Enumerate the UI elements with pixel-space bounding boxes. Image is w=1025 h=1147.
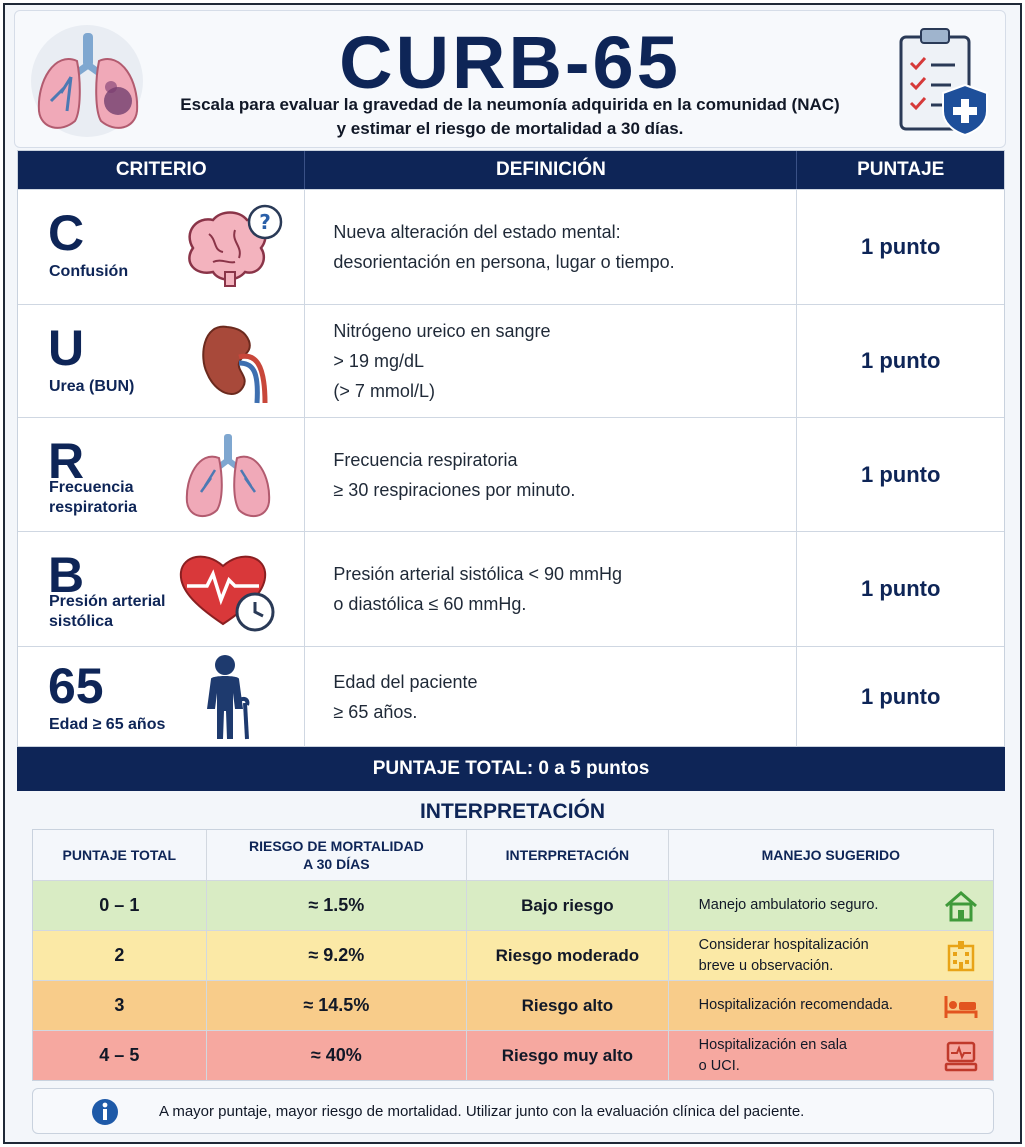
subtitle-line-2: y estimar el riesgo de mortalidad a 30 días.	[336, 119, 684, 138]
criteria-name: Edad ≥ 65 años	[49, 716, 166, 733]
criteria-row-65	[18, 646, 1004, 747]
criteria-definition	[333, 418, 575, 531]
risk-label: Bajo riesgo	[521, 895, 614, 915]
criteria-definition	[333, 532, 622, 646]
page-subtitle	[155, 93, 865, 141]
header-manejo-sugerido: MANEJO SUGERIDO	[761, 847, 901, 863]
criteria-definition	[333, 647, 477, 747]
management-text: Hospitalización recomendada.	[698, 997, 893, 1013]
criteria-name: Urea (BUN)	[49, 378, 135, 395]
kidney-icon	[173, 317, 283, 407]
interpretation-row-very-high	[33, 1030, 993, 1080]
criteria-letter: C	[48, 205, 85, 261]
interpretation-title: INTERPRETACIÓN	[419, 800, 606, 823]
brain-question-icon	[173, 202, 283, 292]
criteria-table	[17, 150, 1005, 747]
definition-line: Frecuencia respiratoria	[333, 449, 518, 470]
score-range: 3	[114, 995, 125, 1015]
mortality-risk: ≈ 9.2%	[308, 945, 365, 965]
criteria-row-c	[18, 189, 1004, 304]
criteria-score: 1 punto	[860, 684, 941, 709]
header-puntaje: PUNTAJE	[796, 151, 1004, 189]
info-icon	[91, 1098, 119, 1126]
elderly-person-icon	[173, 653, 283, 743]
definition-line: Edad del paciente	[333, 672, 478, 692]
score-range: 0 – 1	[99, 895, 140, 915]
management-text: Hospitalización en sala o UCI.	[698, 1036, 847, 1074]
criteria-definition	[333, 305, 550, 417]
hospital-building-icon	[943, 940, 979, 972]
monitor-icon	[943, 1040, 979, 1072]
criteria-table-header	[18, 151, 1004, 189]
criteria-letter: U	[48, 320, 85, 376]
definition-line: ≥ 30 respiraciones por minuto.	[333, 479, 576, 500]
criteria-score: 1 punto	[860, 461, 941, 487]
heart-clock-icon	[173, 544, 283, 634]
definition-line: Presión arterial sistólica < 90 mmHg	[333, 564, 623, 584]
lungs-icon	[173, 430, 283, 520]
definition-line: Nitrógeno ureico en sangre	[333, 321, 551, 341]
management-text: Manejo ambulatorio seguro.	[698, 897, 879, 913]
interpretation-row-high	[33, 980, 993, 1030]
definition-line: ≥ 65 años.	[333, 702, 418, 722]
criteria-letter: R	[48, 433, 85, 489]
management-text: Considerar hospitalización breve u observación.	[698, 936, 869, 974]
criteria-name: Confusión	[49, 263, 129, 280]
score-range: 4 – 5	[99, 1045, 140, 1065]
definition-line: Nueva alteración del estado mental:	[333, 222, 621, 242]
score-range: 2	[114, 945, 125, 965]
clipboard-checklist-shield-icon	[891, 23, 1001, 141]
interpretation-row-low	[33, 880, 993, 930]
total-score-bar: PUNTAJE TOTAL: 0 a 5 puntos	[17, 747, 1005, 791]
mortality-risk: ≈ 1.5%	[308, 895, 365, 915]
definition-line: > 19 mg/dL	[333, 351, 424, 371]
definition-line: desorientación en persona, lugar o tiempo.	[333, 252, 675, 272]
header-riesgo-line-2: A 30 DÍAS	[303, 856, 370, 872]
definition-line: (> 7 mmol/L)	[333, 381, 435, 401]
mortality-risk: ≈ 40%	[310, 1045, 362, 1065]
criteria-row-u	[18, 304, 1004, 417]
definition-line: o diastólica ≤ 60 mmHg.	[333, 594, 527, 614]
house-icon	[943, 890, 979, 922]
header-criterio: CRITERIO	[115, 159, 207, 180]
criteria-name: Frecuencia respiratoria	[49, 479, 138, 516]
interpretation-header-row	[33, 830, 993, 880]
header-riesgo-mortalidad	[249, 837, 424, 873]
header-riesgo-line-1: RIESGO DE MORTALIDAD	[248, 838, 424, 854]
header	[14, 10, 1006, 148]
criteria-row-b	[18, 531, 1004, 646]
svg-text:?: ?	[259, 210, 271, 234]
header-puntaje-total: PUNTAJE TOTAL	[62, 847, 177, 863]
criteria-letter: 65	[48, 658, 104, 714]
criteria-definition	[333, 190, 674, 304]
risk-label: Riesgo alto	[521, 995, 614, 1015]
criteria-score: 1 punto	[860, 234, 941, 259]
subtitle-line-1: Escala para evaluar la gravedad de la neumonía adquirida en la comunidad (NAC)	[180, 95, 840, 114]
criteria-score: 1 punto	[860, 576, 941, 601]
risk-label: Riesgo moderado	[495, 945, 640, 965]
interpretation-table	[32, 829, 994, 1081]
criteria-name: Presión arterial sistólica	[49, 593, 166, 630]
criteria-letter: B	[48, 547, 85, 603]
risk-label: Riesgo muy alto	[501, 1045, 634, 1065]
mortality-risk: ≈ 14.5%	[303, 995, 370, 1015]
header-definicion: DEFINICIÓN	[304, 151, 796, 189]
hospital-bed-icon	[943, 990, 979, 1022]
interpretation-row-moderate	[33, 930, 993, 980]
page-title: CURB-65	[339, 21, 681, 104]
note-box	[32, 1088, 994, 1134]
header-interpretacion: INTERPRETACIÓN	[505, 847, 630, 863]
criteria-score: 1 punto	[860, 348, 941, 373]
criteria-row-r	[18, 417, 1004, 531]
note-text: A mayor puntaje, mayor riesgo de mortalidad. Utilizar junto con la evaluación clínica del paciente.	[159, 1102, 805, 1120]
